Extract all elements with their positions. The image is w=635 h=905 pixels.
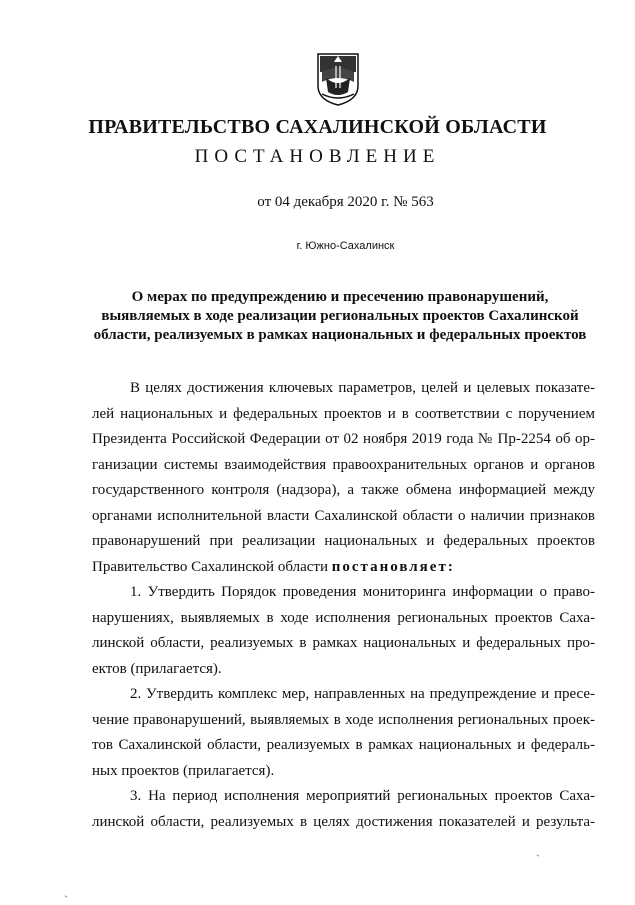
text-line: органами исполнительной власти Сахалинской области о наличии признаков: [92, 507, 595, 524]
text-line: ектов (прилагается).: [92, 660, 222, 677]
document-title: [80, 288, 600, 345]
organization-title: ПРАВИТЕЛЬСТВО САХАЛИНСКОЙ ОБЛАСТИ: [88, 116, 547, 138]
item-3-paragraph: [92, 784, 595, 835]
text-line: лей национальных и федеральных проектов и в соответствии с поручением: [92, 405, 595, 422]
scan-speck: ˋ: [536, 852, 540, 866]
text-line: 1. Утвердить Порядок проведения мониторинга информации о право-: [130, 584, 595, 600]
item-2-paragraph: [92, 682, 595, 784]
item-1-paragraph: [92, 580, 595, 682]
text-line: Президента Российской Федерации от 02 ноября 2019 года № Пр-2254 об ор-: [92, 431, 595, 447]
text-line: государственного контроля (надзора), а также обмена информацией между: [92, 482, 595, 498]
text-line: линской области, реализуемых в рамках национальных и федеральных про-: [92, 635, 595, 651]
scan-speck: ˎ: [64, 884, 68, 898]
text-line: чение правонарушений, выявляемых в ходе исполнения региональных проек-: [92, 711, 595, 728]
document-date-number: от 04 декабря 2020 г. № 563: [257, 194, 434, 210]
text-line: нарушениях, выявляемых в ходе исполнения региональных проектов Саха-: [92, 609, 595, 626]
document-city: г. Южно-Сахалинск: [296, 240, 395, 252]
text-line: тов Сахалинской области, реализуемых в рамках национальных и федераль-: [92, 737, 595, 753]
title-line: О мерах по предупреждению и пресечению правонарушений,: [131, 289, 549, 305]
text-line: [92, 555, 595, 581]
document-body: [92, 376, 595, 835]
text-line: правонарушений при реализации национальных и федеральных проектов: [92, 533, 595, 549]
preamble-paragraph: [92, 376, 595, 580]
text-line: 3. На период исполнения мероприятий региональных проектов Саха-: [130, 788, 595, 804]
text-line: ных проектов (прилагается).: [92, 762, 275, 779]
text-line: ганизации системы взаимодействия правоохранительных органов и органов: [92, 456, 595, 473]
title-line: области, реализуемых в рамках национальных и федеральных проектов: [93, 327, 587, 343]
text-line: 2. Утвердить комплекс мер, направленных на предупреждение и пресе-: [130, 686, 595, 702]
preamble-end: Правительство Сахалинской области: [92, 558, 328, 575]
decree-word: постановляет:: [331, 558, 455, 575]
title-line: выявляемых в ходе реализации региональных проектов Сахалинской: [101, 308, 579, 324]
sakhalin-coat-of-arms-icon: [316, 52, 360, 106]
text-line: линской области, реализуемых в целях достижения показателей и результа-: [92, 813, 595, 830]
document-type: ПОСТАНОВЛЕНИЕ: [194, 146, 441, 167]
text-line: В целях достижения ключевых параметров, целей и целевых показате-: [130, 380, 595, 396]
